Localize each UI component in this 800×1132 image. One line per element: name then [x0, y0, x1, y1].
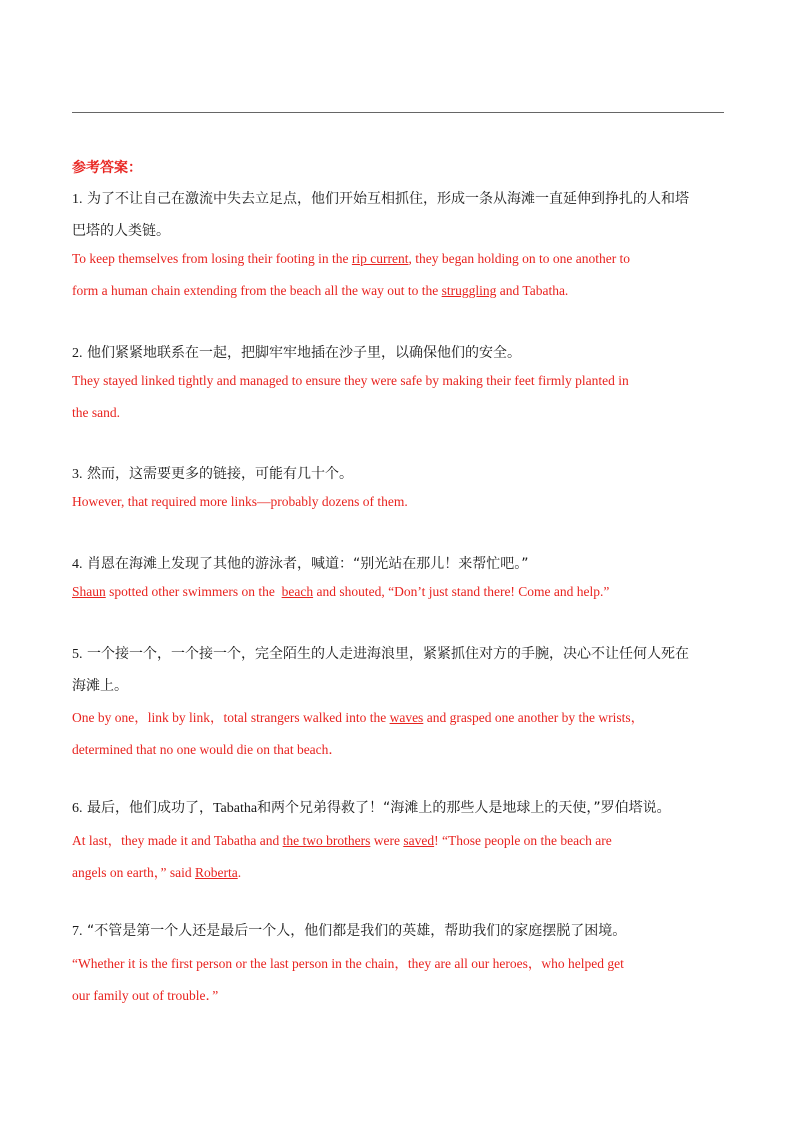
item-7-chinese-text: “不管是第一个人还是最后一个人，他们都是我们的英雄，帮助我们的家庭摆脱了困境。 [86, 923, 627, 939]
item-5-en-text: One by one，link by link，total strangers walked into the [72, 710, 390, 725]
item-5-chinese-line-1 [72, 643, 689, 663]
item-5-english-line-2: determined that no one would die on that beach． [72, 742, 342, 757]
item-3-chinese-line-1 [72, 463, 353, 483]
item-1-en-text: To keep themselves from losing their footing in the [72, 251, 352, 266]
item-4-underlined-shaun: Shaun [72, 584, 106, 599]
item-4-en-text: spotted other swimmers on the [105, 584, 282, 599]
item-6-english-line-2 [72, 861, 241, 881]
item-1-underlined-struggling: struggling [441, 283, 497, 298]
item-6-underlined-roberta: Roberta [194, 865, 238, 880]
item-7-english-line-2: our family out of trouble．” [72, 988, 219, 1003]
item-1-en-text: and Tabatha. [496, 283, 569, 298]
item-2-chinese-text: 他们紧紧地联系在一起，把脚牢牢地插在沙子里，以确保他们的安全。 [86, 345, 521, 361]
item-1-chinese-line-2: 巴塔的人类链。 [72, 223, 170, 239]
item-1-en-text: , they began holding on to one another to [408, 251, 631, 266]
item-6-underlined-saved: saved [403, 833, 435, 848]
item-5-en-text: and grasped one another by the wrists， [423, 710, 645, 725]
item-1-en-text: form a human chain extending from the beach all the way out to the [72, 283, 442, 298]
item-6-en-text: At last，they made it and Tabatha and [72, 833, 283, 848]
item-3-number: 3. [72, 467, 83, 482]
item-5-english-line-1 [72, 706, 644, 726]
item-2-english-line-2: the sand. [72, 405, 120, 420]
item-6-en-text: were [370, 833, 404, 848]
item-3-chinese-text: 然而，这需要更多的链接，可能有几十个。 [86, 466, 353, 482]
item-4-underlined-beach: beach [281, 584, 314, 599]
item-2-english-line-1: They stayed linked tightly and managed to ensure they were safe by making their feet firmly planted in [72, 373, 629, 388]
item-1-underlined-rip-current: rip current [351, 251, 409, 266]
item-7-number: 7. [72, 924, 83, 939]
item-6-en-text: ! “Those people on the beach are [434, 833, 612, 848]
item-1-chinese-line-1 [72, 188, 689, 208]
item-6-number: 6. [72, 801, 83, 816]
item-6-chinese-text: 和两个兄弟得救了！“海滩上的那些人是地球上的天使，”罗伯塔说。 [257, 800, 671, 816]
answer-heading: 参考答案： [72, 160, 142, 176]
item-1-english-line-2 [72, 283, 568, 299]
horizontal-rule [72, 112, 724, 113]
item-5-number: 5. [72, 647, 83, 662]
item-3-english-line-1: However, that required more links—probably dozens of them. [72, 494, 408, 509]
item-7-english-line-1: “Whether it is the first person or the last person in the chain，they are all our heroes，who helped get [72, 956, 624, 971]
item-4-english-line-1 [72, 584, 609, 600]
item-4-number: 4. [72, 557, 83, 572]
item-1-number: 1. [72, 192, 83, 207]
item-6-en-text: . [237, 865, 242, 880]
item-6-en-text: angels on earth，” said [72, 865, 195, 880]
item-1-english-line-1 [72, 251, 630, 267]
item-5-chinese-text: 一个接一个，一个接一个，完全陌生的人走进海浪里，紧紧抓住对方的手腕，决心不让任何人死在 [86, 646, 689, 662]
item-6-latin-name: Tabatha [212, 801, 258, 816]
item-4-chinese-text: 肖恩在海滩上发现了其他的游泳者，喊道：“别光站在那儿！来帮忙吧。” [86, 556, 529, 572]
item-4-en-text: and shouted, “Don’t just stand there! Come and help.” [313, 584, 610, 599]
item-2-chinese-line-1 [72, 342, 521, 362]
item-2-number: 2. [72, 346, 83, 361]
item-6-chinese-line-1 [72, 797, 671, 817]
item-6-english-line-1 [72, 829, 612, 849]
item-1-chinese-text: 为了不让自己在激流中失去立足点，他们开始互相抓住，形成一条从海滩一直延伸到挣扎的人和塔 [86, 191, 689, 207]
item-4-chinese-line-1 [72, 553, 528, 573]
item-5-underlined-waves: waves [389, 710, 424, 725]
item-7-chinese-line-1 [72, 920, 626, 940]
item-6-underlined-two-brothers: the two brothers [282, 833, 371, 848]
item-5-chinese-line-2: 海滩上。 [72, 678, 128, 694]
item-6-chinese-text: 最后，他们成功了， [86, 800, 213, 816]
